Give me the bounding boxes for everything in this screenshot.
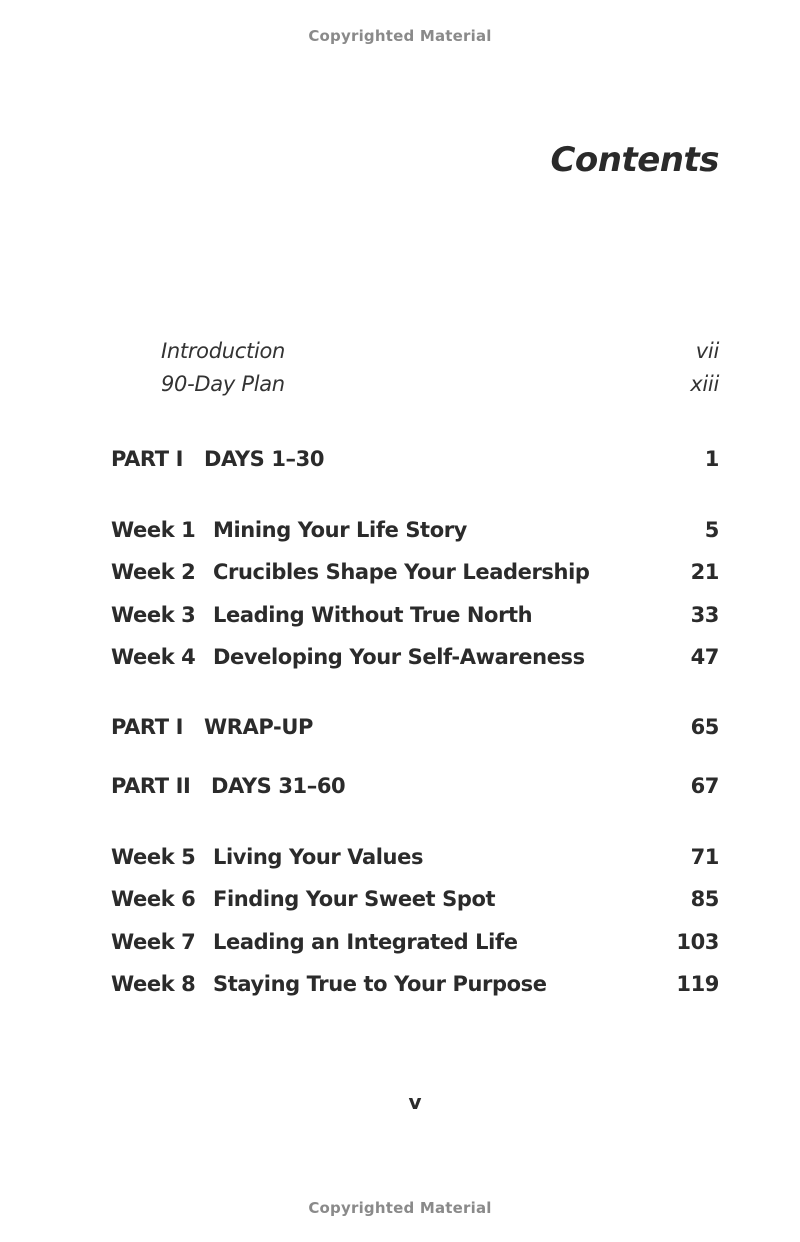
week-title: Staying True to Your Purpose xyxy=(213,972,547,996)
copyright-watermark-top: Copyrighted Material xyxy=(308,27,492,45)
week-title: Leading an Integrated Life xyxy=(213,930,518,954)
part-title: WRAP-UP xyxy=(204,715,313,739)
toc-entry-90-day-plan[interactable] xyxy=(111,372,719,406)
toc-entry-introduction[interactable] xyxy=(111,339,719,373)
part-title: DAYS 31–60 xyxy=(211,774,346,798)
toc-week-6[interactable] xyxy=(111,887,719,921)
toc-entry-page: 65 xyxy=(690,715,719,739)
week-title: Developing Your Self-Awareness xyxy=(213,645,585,669)
part-label: PART I xyxy=(111,715,183,739)
week-label: Week 3 xyxy=(111,603,196,627)
toc-week-8[interactable] xyxy=(111,972,719,1006)
week-label: Week 8 xyxy=(111,972,196,996)
toc-entry-page: xiii xyxy=(690,372,719,396)
week-label: Week 5 xyxy=(111,845,196,869)
toc-entry-page: 5 xyxy=(704,518,719,542)
toc-week-2[interactable] xyxy=(111,560,719,594)
toc-entry-page: 21 xyxy=(690,560,719,584)
part-title: DAYS 1–30 xyxy=(204,447,325,471)
page-title: Contents xyxy=(550,140,719,180)
toc-week-5[interactable] xyxy=(111,845,719,879)
week-label: Week 1 xyxy=(111,518,196,542)
toc-entry-label: Introduction xyxy=(161,339,286,363)
part-label: PART I xyxy=(111,447,183,471)
toc-entry-page: 85 xyxy=(690,887,719,911)
toc-part-2[interactable] xyxy=(111,774,719,808)
toc-entry-page: 33 xyxy=(690,603,719,627)
week-title: Leading Without True North xyxy=(213,603,533,627)
toc-part-1-wrap-up[interactable] xyxy=(111,715,719,749)
week-label: Week 7 xyxy=(111,930,196,954)
toc-week-3[interactable] xyxy=(111,603,719,637)
toc-entry-page: 71 xyxy=(690,845,719,869)
toc-entry-page: 119 xyxy=(676,972,719,996)
week-label: Week 6 xyxy=(111,887,196,911)
week-title: Crucibles Shape Your Leadership xyxy=(213,560,590,584)
copyright-watermark-bottom: Copyrighted Material xyxy=(308,1199,492,1217)
toc-entry-page: vii xyxy=(695,339,719,363)
week-title: Finding Your Sweet Spot xyxy=(213,887,496,911)
toc-entry-page: 67 xyxy=(690,774,719,798)
toc-entry-page: 47 xyxy=(690,645,719,669)
toc-week-7[interactable] xyxy=(111,930,719,964)
week-label: Week 4 xyxy=(111,645,196,669)
week-title: Mining Your Life Story xyxy=(213,518,467,542)
page-number: v xyxy=(408,1090,422,1114)
part-label: PART II xyxy=(111,774,191,798)
toc-entry-label: 90-Day Plan xyxy=(161,372,285,396)
toc-part-1[interactable] xyxy=(111,447,719,481)
toc-entry-page: 103 xyxy=(676,930,719,954)
toc-entry-page: 1 xyxy=(704,447,719,471)
week-title: Living Your Values xyxy=(213,845,424,869)
toc-week-4[interactable] xyxy=(111,645,719,679)
week-label: Week 2 xyxy=(111,560,196,584)
toc-week-1[interactable] xyxy=(111,518,719,552)
